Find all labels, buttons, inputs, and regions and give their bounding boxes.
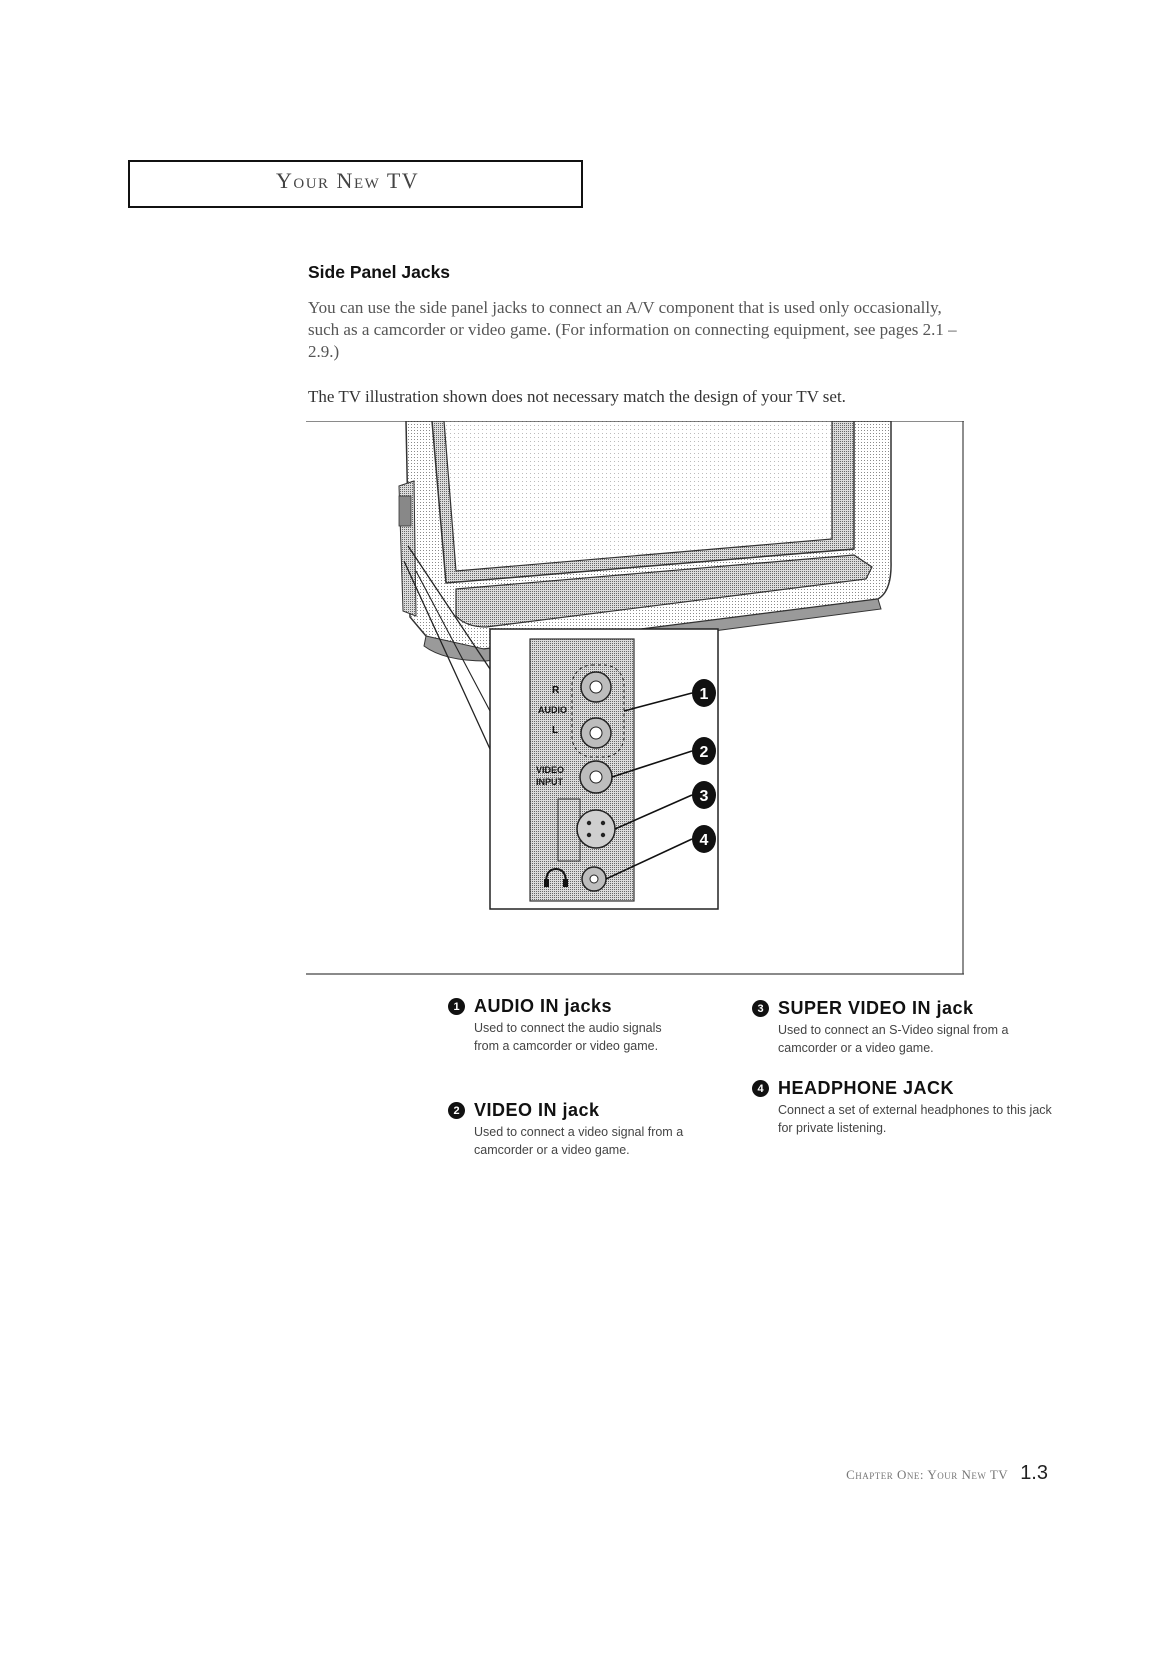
- callout-badge-4: [692, 825, 716, 853]
- item-number-badge: 4: [752, 1080, 769, 1097]
- intro-paragraph: You can use the side panel jacks to connect an A/V component that is used only occasionally, such as a camcorder or video game. (For information on connecting equipment, see pages 2.1 – 2.9.): [308, 298, 957, 361]
- callout-4-label: 4: [699, 832, 709, 849]
- page-number: 1.3: [1020, 1462, 1048, 1484]
- item-headphone-jack: [752, 1078, 1072, 1137]
- s-video-jack: [577, 810, 615, 848]
- item-number-badge: 3: [752, 1000, 769, 1017]
- tv-illustration-svg: [306, 421, 964, 975]
- panel-label-l: L: [552, 725, 559, 736]
- item-number-badge: 2: [448, 1102, 465, 1119]
- tv-body: [399, 421, 891, 661]
- chapter-header-title: Your New TV: [276, 168, 420, 193]
- panel-label-input: INPUT: [536, 777, 563, 787]
- panel-label-r: R: [552, 685, 560, 696]
- item-description: Used to connect a video signal from a camcorder or a video game.: [474, 1125, 684, 1157]
- tv-side-panel-illustration: [306, 421, 964, 975]
- panel-label-audio: AUDIO: [538, 705, 567, 715]
- section-title: Side Panel Jacks: [308, 262, 451, 282]
- item-audio-in-jacks: [448, 996, 698, 1055]
- page-footer: [820, 1462, 1048, 1485]
- item-number-badge: 1: [448, 998, 465, 1015]
- chapter-header-box: [128, 160, 583, 208]
- jack-panel: [530, 639, 634, 901]
- item-description: Used to connect an S-Video signal from a camcorder or a video game.: [778, 1023, 1009, 1055]
- footer-chapter: Chapter One: Your New TV: [846, 1467, 1009, 1482]
- callout-2-label: 2: [699, 744, 709, 761]
- item-title: HEADPHONE JACK: [778, 1078, 955, 1098]
- item-video-in-jack: [448, 1100, 738, 1159]
- callout-badge-3: [692, 781, 716, 809]
- item-super-video-in-jack: [752, 998, 1072, 1057]
- item-description: Used to connect the audio signals from a camcorder or video game.: [474, 1021, 662, 1053]
- item-description: Connect a set of external headphones to this jack for private listening.: [778, 1103, 1052, 1135]
- illustration-note: The TV illustration shown does not necessary match the design of your TV set.: [308, 387, 846, 406]
- callout-3-label: 3: [699, 788, 709, 805]
- callout-badge-1: [692, 679, 716, 707]
- item-title: SUPER VIDEO IN jack: [778, 998, 974, 1018]
- item-title: AUDIO IN jacks: [474, 996, 613, 1016]
- callout-1-label: 1: [699, 686, 709, 703]
- callout-badge-2: [692, 737, 716, 765]
- panel-label-video: VIDEO: [536, 765, 565, 775]
- item-title: VIDEO IN jack: [474, 1100, 600, 1120]
